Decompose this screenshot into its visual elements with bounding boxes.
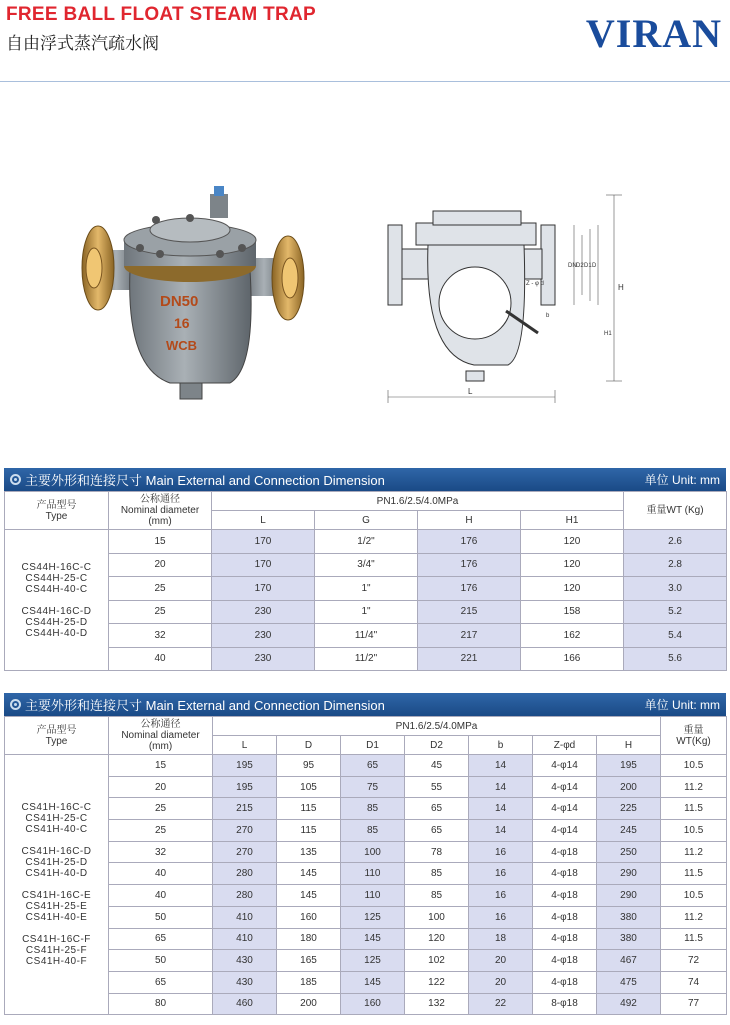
- table-row: [5, 885, 727, 907]
- cell-dn: 40: [109, 885, 213, 907]
- cell-d1: 125: [341, 906, 405, 928]
- section-drawing: [378, 185, 638, 415]
- cell-weight: 77: [661, 993, 727, 1015]
- cell-b: 14: [469, 820, 533, 842]
- table1-unit: 单位 Unit: mm: [644, 473, 720, 487]
- cell-l: 230: [212, 600, 315, 624]
- cell-l: 430: [213, 971, 277, 993]
- cell-dn: 50: [109, 906, 213, 928]
- dim-label-z: Z - φ d: [526, 281, 544, 287]
- cell-g: 3/4": [315, 553, 418, 577]
- cell-d2: 132: [405, 993, 469, 1015]
- cell-dn: 25: [109, 820, 213, 842]
- table-row: [5, 971, 727, 993]
- cell-dn: 65: [109, 928, 213, 950]
- cell-weight: 5.6: [624, 647, 727, 671]
- t2-type-header: 产品型号 Type: [5, 717, 109, 755]
- type-model: CS44H-40-C: [25, 583, 88, 595]
- table-row: [5, 928, 727, 950]
- type-model: CS44H-16C-C: [21, 561, 92, 573]
- cell-l: 170: [212, 577, 315, 601]
- cell-dn: 25: [109, 577, 212, 601]
- cell-h1: 120: [521, 553, 624, 577]
- table-row: [5, 863, 727, 885]
- cell-d2: 120: [405, 928, 469, 950]
- photo-mark-pn: 16: [174, 315, 190, 331]
- table-row: [5, 530, 727, 554]
- table-row: [5, 841, 727, 863]
- t1-pn-header: PN1.6/2.5/4.0MPa: [212, 492, 624, 511]
- cell-d: 135: [277, 841, 341, 863]
- cell-h: 195: [597, 755, 661, 777]
- cell-d: 145: [277, 863, 341, 885]
- cell-zd: 4-φ18: [533, 971, 597, 993]
- column-header: D1: [341, 736, 405, 755]
- type-cell: [5, 530, 109, 671]
- cell-l: 195: [213, 755, 277, 777]
- cell-l: 410: [213, 928, 277, 950]
- dim-label-d: D: [592, 263, 597, 269]
- cell-d1: 65: [341, 755, 405, 777]
- column-header: Z-φd: [533, 736, 597, 755]
- cell-h: 176: [418, 530, 521, 554]
- table-row: [5, 647, 727, 671]
- dim-label-d2: D2: [576, 263, 584, 269]
- cell-weight: 11.2: [661, 906, 727, 928]
- cell-h: 176: [418, 577, 521, 601]
- cell-d1: 85: [341, 820, 405, 842]
- cell-h1: 120: [521, 530, 624, 554]
- table-row: [5, 553, 727, 577]
- cell-l: 170: [212, 530, 315, 554]
- type-model: CS41H-25-E: [25, 901, 88, 913]
- cell-zd: 4-φ18: [533, 928, 597, 950]
- photo-mark-mat: WCB: [166, 338, 198, 353]
- t2-dn-header: 公称通径 Nominal diameter (mm): [109, 717, 213, 755]
- cell-h: 217: [418, 624, 521, 648]
- cell-d2: 85: [405, 885, 469, 907]
- cell-d1: 145: [341, 971, 405, 993]
- cell-d1: 160: [341, 993, 405, 1015]
- cell-b: 14: [469, 776, 533, 798]
- cell-g: 1/2": [315, 530, 418, 554]
- cell-weight: 11.5: [661, 928, 727, 950]
- column-header: H: [597, 736, 661, 755]
- cell-d2: 122: [405, 971, 469, 993]
- table2-header-band: [4, 693, 726, 716]
- cell-weight: 72: [661, 950, 727, 972]
- type-model: CS41H-25-F: [25, 945, 88, 957]
- cell-l: 280: [213, 885, 277, 907]
- cell-b: 16: [469, 863, 533, 885]
- cell-b: 16: [469, 906, 533, 928]
- cell-h: 380: [597, 906, 661, 928]
- cell-h: 475: [597, 971, 661, 993]
- cell-zd: 4-φ18: [533, 841, 597, 863]
- cell-h: 245: [597, 820, 661, 842]
- bullet-icon: [10, 474, 21, 485]
- cell-dn: 40: [109, 863, 213, 885]
- cell-h1: 166: [521, 647, 624, 671]
- table-row: [5, 755, 727, 777]
- column-header: H: [418, 511, 521, 530]
- cell-zd: 4-φ14: [533, 755, 597, 777]
- type-model: CS41H-16C-E: [21, 890, 92, 902]
- type-model: CS41H-16C-F: [22, 934, 91, 946]
- cell-dn: 20: [109, 553, 212, 577]
- cell-b: 18: [469, 928, 533, 950]
- cell-h1: 158: [521, 600, 624, 624]
- cell-l: 280: [213, 863, 277, 885]
- cell-b: 20: [469, 950, 533, 972]
- dim-label-d1: D1: [584, 263, 592, 269]
- type-model: CS44H-25-C: [25, 572, 88, 584]
- cell-dn: 32: [109, 841, 213, 863]
- cell-d2: 45: [405, 755, 469, 777]
- table-row: [5, 820, 727, 842]
- cell-d: 115: [277, 820, 341, 842]
- cell-d: 160: [277, 906, 341, 928]
- bullet-icon: [10, 699, 21, 710]
- cell-h: 200: [597, 776, 661, 798]
- cell-zd: 4-φ14: [533, 798, 597, 820]
- type-model: CS44H-25-D: [25, 616, 88, 628]
- cell-d2: 85: [405, 863, 469, 885]
- cell-h1: 120: [521, 577, 624, 601]
- column-header: D2: [405, 736, 469, 755]
- cell-dn: 25: [109, 798, 213, 820]
- cell-d1: 110: [341, 863, 405, 885]
- table1: [4, 491, 727, 671]
- photo-mark-dn: DN50: [160, 293, 199, 310]
- type-model: CS41H-40-F: [25, 956, 88, 968]
- cell-weight: 11.5: [661, 798, 727, 820]
- cell-weight: 10.5: [661, 820, 727, 842]
- cell-weight: 11.2: [661, 776, 727, 798]
- cell-d2: 55: [405, 776, 469, 798]
- cell-d2: 65: [405, 820, 469, 842]
- cell-h: 215: [418, 600, 521, 624]
- cell-d1: 75: [341, 776, 405, 798]
- cell-d2: 65: [405, 798, 469, 820]
- cell-d: 180: [277, 928, 341, 950]
- cell-zd: 4-φ18: [533, 863, 597, 885]
- cell-weight: 11.5: [661, 863, 727, 885]
- column-header: D: [277, 736, 341, 755]
- table-row: [5, 600, 727, 624]
- table2: [4, 716, 727, 1015]
- cell-d2: 102: [405, 950, 469, 972]
- cell-weight: 10.5: [661, 755, 727, 777]
- table-row: [5, 950, 727, 972]
- cell-b: 20: [469, 971, 533, 993]
- t1-weight-header: 重量WT (Kg): [624, 492, 727, 530]
- cell-d: 145: [277, 885, 341, 907]
- cell-l: 460: [213, 993, 277, 1015]
- title-en: FREE BALL FLOAT STEAM TRAP: [6, 4, 317, 25]
- cell-b: 16: [469, 885, 533, 907]
- dim-label-h: H: [618, 283, 624, 292]
- cell-l: 430: [213, 950, 277, 972]
- table-row: [5, 906, 727, 928]
- table-row: [5, 577, 727, 601]
- type-model: CS44H-16C-D: [21, 605, 92, 617]
- cell-h: 467: [597, 950, 661, 972]
- type-model: CS41H-40-C: [25, 824, 88, 836]
- title-cn: 自由浮式蒸汽疏水阀: [6, 34, 159, 54]
- type-model: CS41H-25-D: [25, 857, 88, 869]
- type-model: CS41H-16C-C: [21, 802, 92, 814]
- cell-l: 270: [213, 820, 277, 842]
- t2-pn-header: PN1.6/2.5/4.0MPa: [213, 717, 661, 736]
- cell-zd: 4-φ18: [533, 885, 597, 907]
- brand-logo: VIRAN: [585, 11, 722, 56]
- cell-d: 165: [277, 950, 341, 972]
- cell-d2: 100: [405, 906, 469, 928]
- type-model: CS41H-16C-D: [21, 846, 92, 858]
- table-row: [5, 776, 727, 798]
- dim-label-l: L: [468, 387, 473, 396]
- cell-dn: 25: [109, 600, 212, 624]
- cell-b: 14: [469, 798, 533, 820]
- t1-dn-header: 公称通径 Nominal diameter (mm): [109, 492, 212, 530]
- column-header: H1: [521, 511, 624, 530]
- cell-zd: 4-φ18: [533, 906, 597, 928]
- cell-d2: 78: [405, 841, 469, 863]
- cell-dn: 65: [109, 971, 213, 993]
- cell-dn: 20: [109, 776, 213, 798]
- type-model: CS41H-40-E: [25, 912, 88, 924]
- table1-title: 主要外形和连接尺寸 Main External and Connection Dimension: [25, 473, 385, 488]
- cell-dn: 15: [109, 530, 212, 554]
- cell-l: 230: [212, 624, 315, 648]
- column-header: G: [315, 511, 418, 530]
- cell-weight: 3.0: [624, 577, 727, 601]
- cell-d: 105: [277, 776, 341, 798]
- table-row: [5, 624, 727, 648]
- cell-h: 225: [597, 798, 661, 820]
- header-divider: [0, 81, 730, 82]
- cell-zd: 4-φ14: [533, 776, 597, 798]
- cell-l: 215: [213, 798, 277, 820]
- cell-l: 230: [212, 647, 315, 671]
- cell-h: 176: [418, 553, 521, 577]
- cell-d: 115: [277, 798, 341, 820]
- cell-weight: 5.2: [624, 600, 727, 624]
- cell-weight: 10.5: [661, 885, 727, 907]
- dim-label-dn: DN: [568, 263, 577, 269]
- cell-h: 290: [597, 863, 661, 885]
- cell-dn: 80: [109, 993, 213, 1015]
- cell-l: 195: [213, 776, 277, 798]
- cell-d1: 100: [341, 841, 405, 863]
- dim-label-h1: H1: [604, 331, 612, 337]
- cell-d1: 145: [341, 928, 405, 950]
- cell-weight: 11.2: [661, 841, 727, 863]
- product-photo: [60, 178, 320, 418]
- cell-b: 14: [469, 755, 533, 777]
- cell-b: 16: [469, 841, 533, 863]
- cell-weight: 74: [661, 971, 727, 993]
- cell-d1: 110: [341, 885, 405, 907]
- cell-l: 170: [212, 553, 315, 577]
- cell-g: 1": [315, 600, 418, 624]
- cell-g: 1": [315, 577, 418, 601]
- t2-weight-header: 重量 WT(Kg): [661, 717, 727, 755]
- column-header: L: [212, 511, 315, 530]
- cell-g: 11/4": [315, 624, 418, 648]
- cell-g: 11/2": [315, 647, 418, 671]
- t1-type-header: 产品型号 Type: [5, 492, 109, 530]
- cell-weight: 2.6: [624, 530, 727, 554]
- cell-d1: 125: [341, 950, 405, 972]
- table-row: [5, 993, 727, 1015]
- cell-zd: 4-φ14: [533, 820, 597, 842]
- type-model: CS41H-25-C: [25, 813, 88, 825]
- cell-d: 95: [277, 755, 341, 777]
- dim-label-b: b: [546, 313, 550, 319]
- cell-l: 410: [213, 906, 277, 928]
- type-model: CS41H-40-D: [25, 868, 88, 880]
- cell-dn: 50: [109, 950, 213, 972]
- table2-title: 主要外形和连接尺寸 Main External and Connection Dimension: [25, 698, 385, 713]
- cell-h: 290: [597, 885, 661, 907]
- type-cell: [5, 755, 109, 1015]
- cell-l: 270: [213, 841, 277, 863]
- cell-h: 492: [597, 993, 661, 1015]
- table-row: [5, 798, 727, 820]
- cell-zd: 8-φ18: [533, 993, 597, 1015]
- cell-b: 22: [469, 993, 533, 1015]
- column-header: b: [469, 736, 533, 755]
- type-model: CS44H-40-D: [25, 627, 88, 639]
- cell-dn: 32: [109, 624, 212, 648]
- cell-h1: 162: [521, 624, 624, 648]
- table1-header-band: [4, 468, 726, 491]
- cell-weight: 2.8: [624, 553, 727, 577]
- cell-d1: 85: [341, 798, 405, 820]
- column-header: L: [213, 736, 277, 755]
- cell-d: 200: [277, 993, 341, 1015]
- cell-h: 221: [418, 647, 521, 671]
- cell-h: 380: [597, 928, 661, 950]
- cell-dn: 40: [109, 647, 212, 671]
- cell-d: 185: [277, 971, 341, 993]
- cell-zd: 4-φ18: [533, 950, 597, 972]
- cell-h: 250: [597, 841, 661, 863]
- table2-unit: 单位 Unit: mm: [644, 698, 720, 712]
- cell-weight: 5.4: [624, 624, 727, 648]
- cell-dn: 15: [109, 755, 213, 777]
